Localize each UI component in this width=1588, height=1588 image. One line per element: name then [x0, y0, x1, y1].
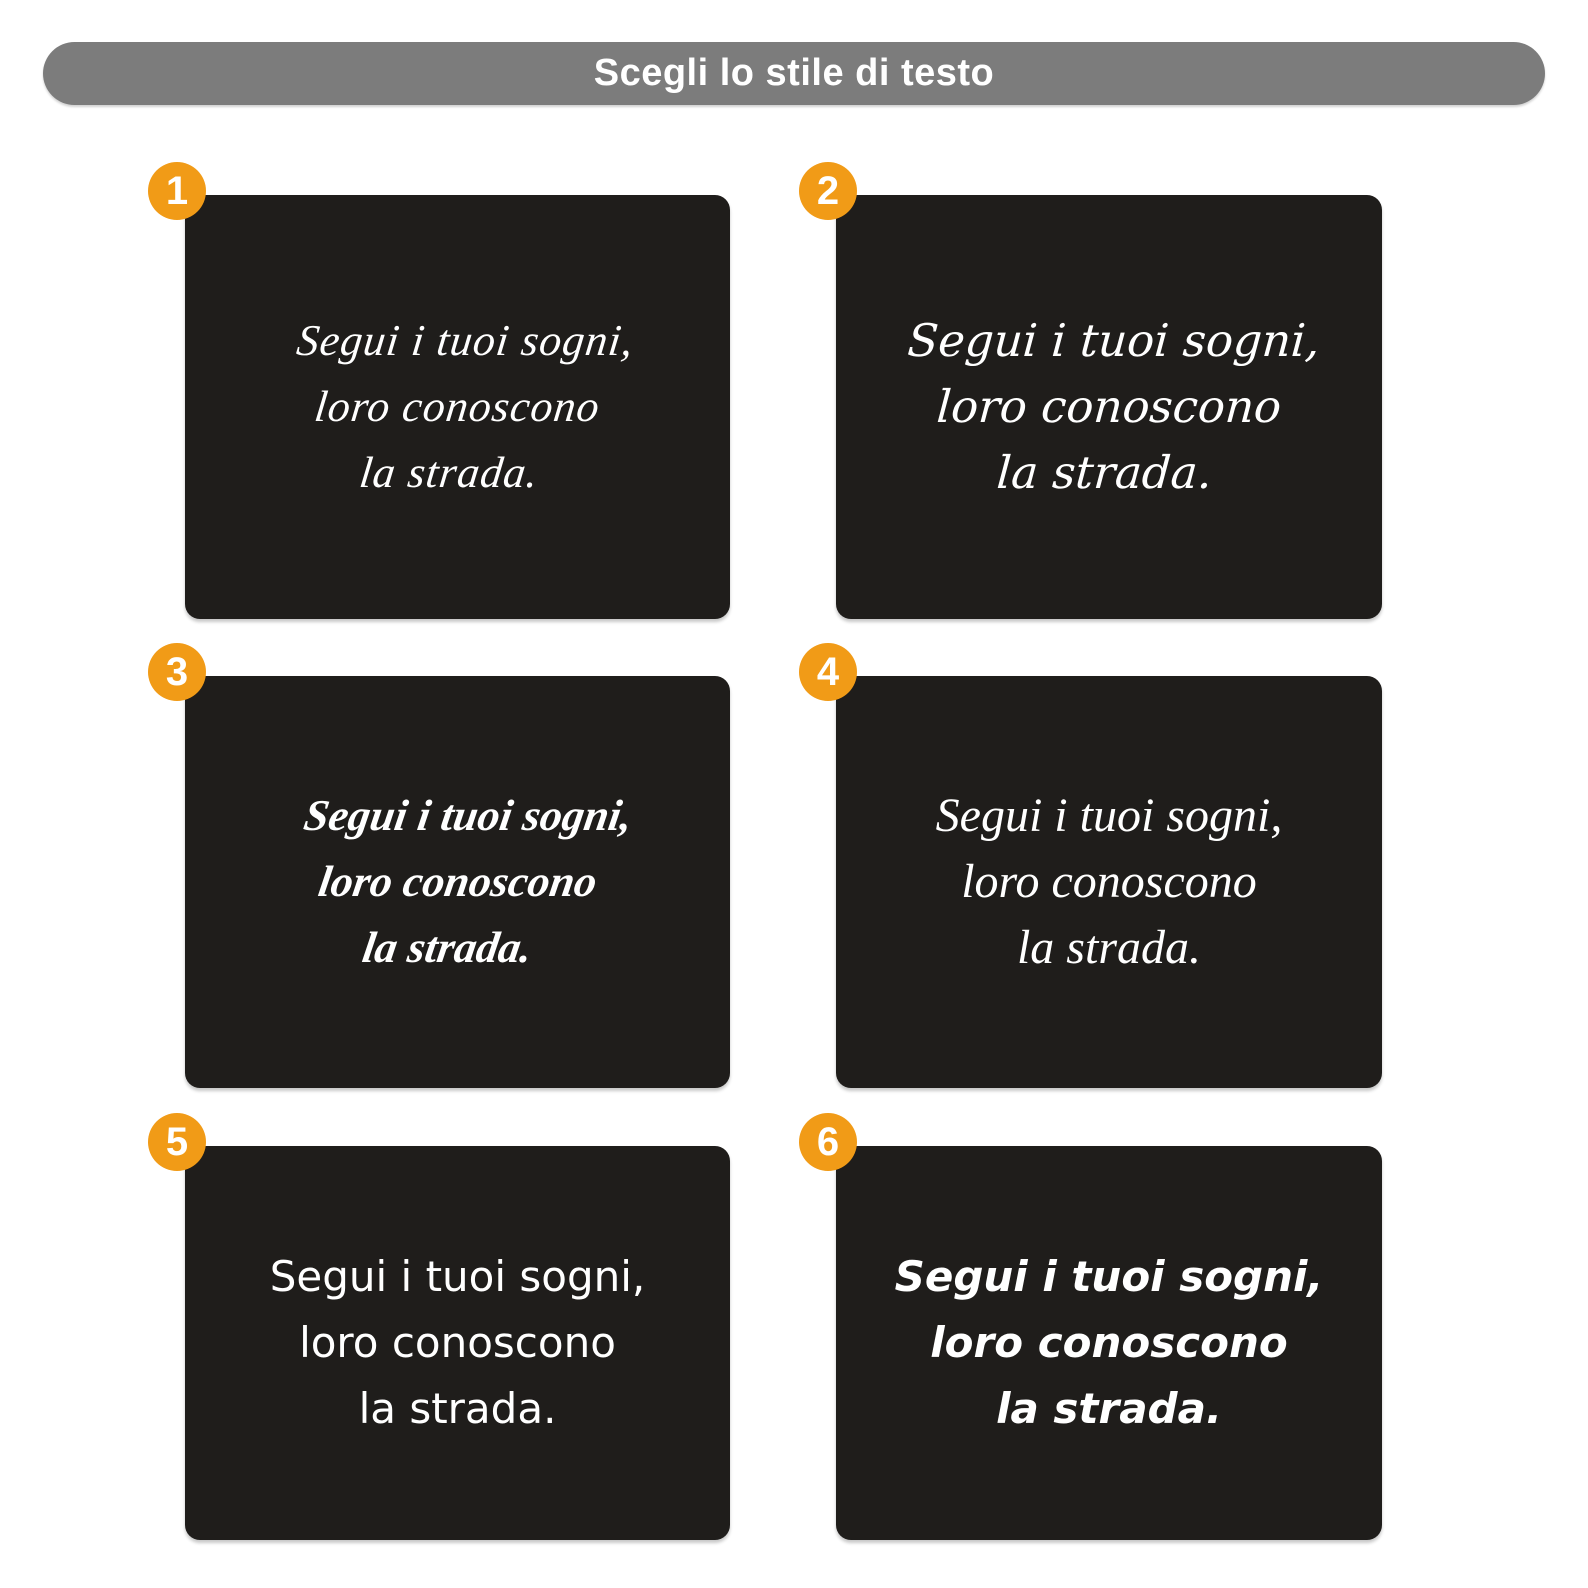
option-1-number-badge [148, 162, 206, 220]
option-3-number-badge [148, 643, 206, 701]
quote-line: loro conoscono [314, 857, 601, 906]
style-option-5[interactable] [165, 1120, 730, 1540]
option-number: 4 [816, 650, 840, 694]
option-number: 5 [165, 1120, 189, 1164]
style-option-4[interactable] [816, 650, 1382, 1088]
quote-line: la strada. [357, 448, 542, 497]
quote-text [277, 308, 638, 506]
quote-text [270, 1244, 646, 1442]
option-6-number-badge [799, 1113, 857, 1171]
quote-line: la strada. [996, 1384, 1222, 1433]
quote-line: la strada. [995, 446, 1214, 499]
quote-text [936, 783, 1283, 981]
quote-line: la strada. [1016, 921, 1201, 974]
option-number: 1 [165, 169, 189, 213]
quote-line: Segui i tuoi sogni, [269, 1252, 646, 1301]
quote-line: loro conoscono [961, 855, 1257, 908]
quote-line: Segui i tuoi sogni, [300, 791, 636, 840]
quote-line: Segui i tuoi sogni, [905, 314, 1322, 367]
quote-line: loro conoscono [299, 1318, 616, 1367]
quote-line: loro conoscono [312, 382, 604, 431]
option-5-number-badge [148, 1113, 206, 1171]
quote-line: Segui i tuoi sogni, [894, 1252, 1324, 1301]
quote-text [896, 308, 1322, 506]
option-number: 2 [816, 169, 840, 213]
option-number: 6 [816, 1120, 840, 1164]
style-option-6[interactable] [816, 1120, 1382, 1540]
style-option-3[interactable] [165, 650, 730, 1088]
page-title: Scegli lo stile di testo [593, 52, 995, 94]
style-option-1[interactable] [165, 169, 730, 619]
header-bar [43, 42, 1545, 105]
quote-line: loro conoscono [930, 1318, 1288, 1367]
quote-line: Segui i tuoi sogni, [294, 316, 638, 365]
option-2-number-badge [799, 162, 857, 220]
quote-text [278, 783, 637, 981]
quote-line: loro conoscono [935, 380, 1283, 433]
option-4-number-badge [799, 643, 857, 701]
option-number: 3 [165, 650, 189, 694]
quote-line: la strada. [358, 1384, 557, 1433]
quote-text [895, 1244, 1324, 1442]
style-option-2[interactable] [816, 169, 1382, 619]
quote-line: la strada. [358, 923, 536, 972]
quote-line: Segui i tuoi sogni, [935, 789, 1283, 842]
